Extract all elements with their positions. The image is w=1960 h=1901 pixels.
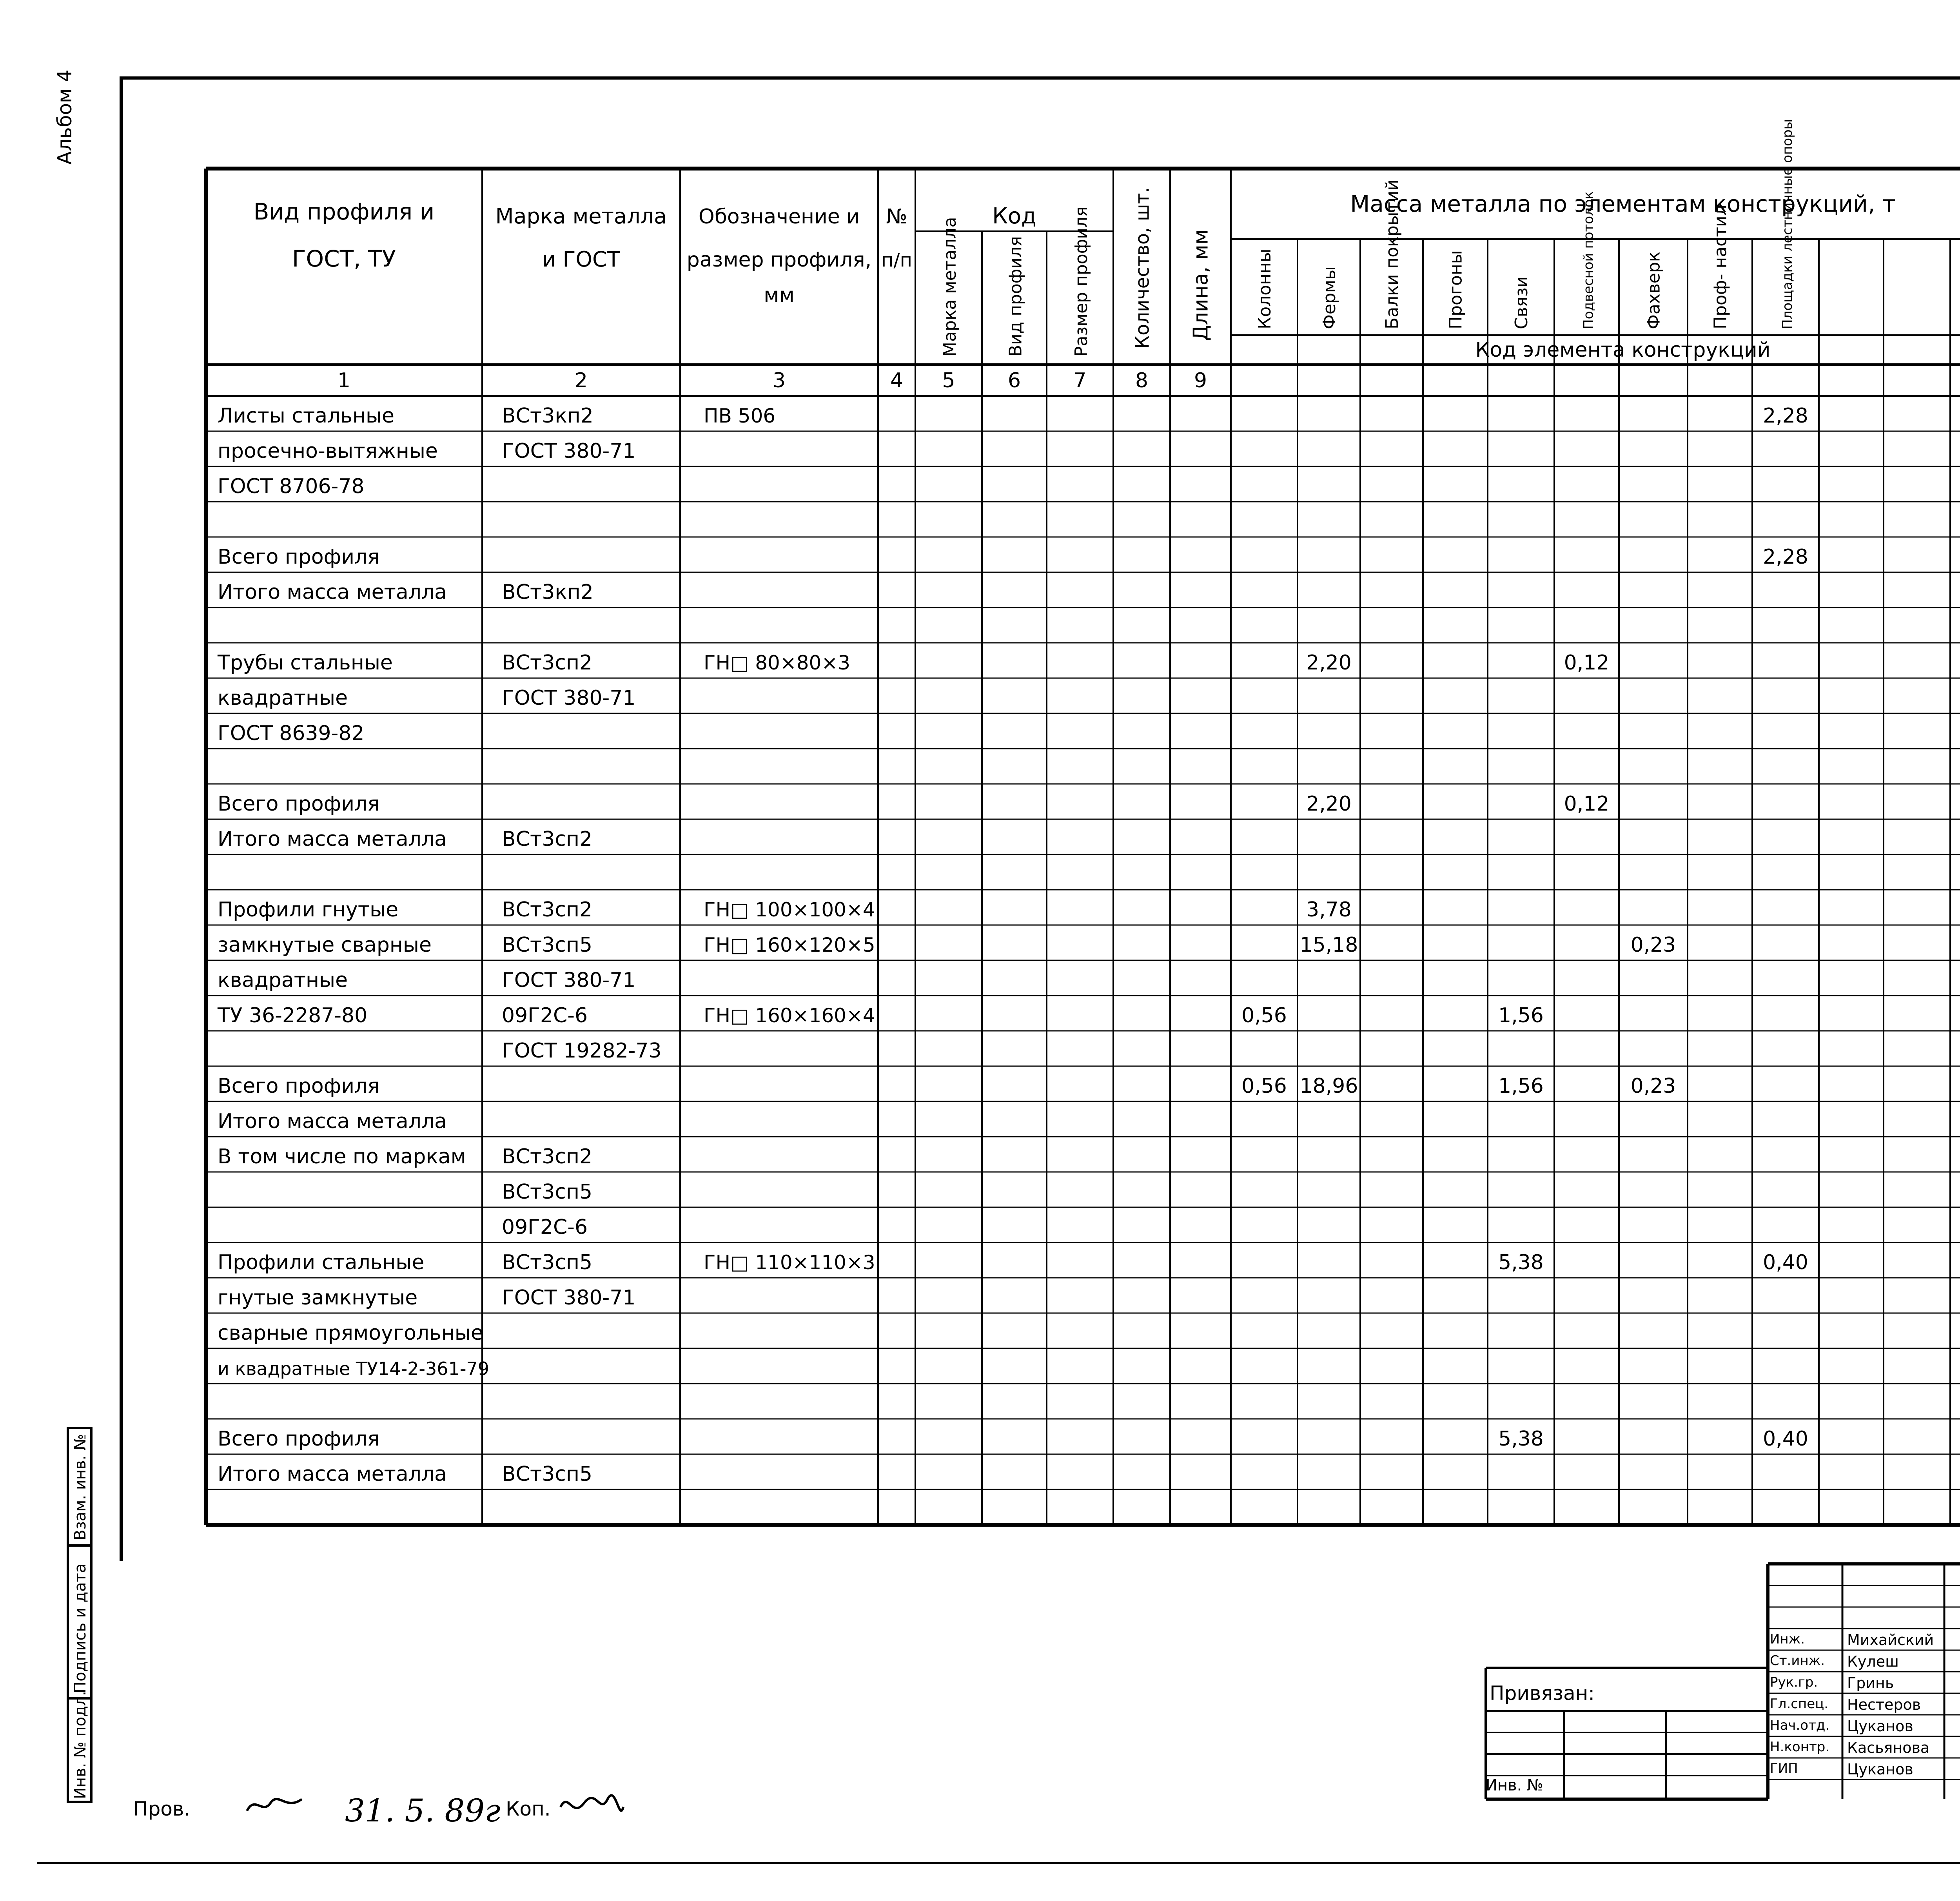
staff-role: Н.контр. xyxy=(1770,1739,1830,1755)
staff-role: Гл.спец. xyxy=(1770,1696,1829,1712)
row-label: и квадратные ТУ14-2-361-79 xyxy=(218,1358,489,1379)
header-element: Проф- настил xyxy=(1710,205,1731,329)
row-value: 5,38 xyxy=(1498,1427,1544,1451)
row-value: 2,20 xyxy=(1306,651,1352,675)
header-number: 5 xyxy=(942,369,955,392)
row-label: Всего профиля xyxy=(218,545,380,569)
row-label: Профили стальные xyxy=(218,1251,425,1274)
header-number: 9 xyxy=(1194,369,1207,392)
header-code: Код xyxy=(992,203,1036,229)
header-col2: и ГОСТ xyxy=(542,247,620,272)
row-grade: 09Г2С-6 xyxy=(502,1004,588,1027)
staff-role: Инж. xyxy=(1770,1631,1805,1647)
row-label: замкнутые сварные xyxy=(218,933,432,957)
header-number: 1 xyxy=(337,369,351,392)
row-grade: ВСт3сп2 xyxy=(502,1145,593,1168)
row-profile: ГН□ 100×100×4 xyxy=(704,898,875,921)
row-label: Трубы стальные xyxy=(218,651,393,675)
row-grade: ГОСТ 19282-73 xyxy=(502,1039,662,1063)
row-label: Итого масса металла xyxy=(218,1462,447,1486)
row-grade: ВСт3сп2 xyxy=(502,898,593,921)
row-profile: ГН□ 80×80×3 xyxy=(704,651,851,674)
header-element: Прогоны xyxy=(1446,250,1466,329)
header-col3: размер профиля, xyxy=(686,248,872,272)
row-grade: ВСт3кп2 xyxy=(502,404,593,428)
row-value: 1,56 xyxy=(1498,1004,1544,1027)
row-label: Итого масса металла xyxy=(218,1110,447,1133)
row-label: Всего профиля xyxy=(218,1074,380,1098)
staff-role: Рук.гр. xyxy=(1770,1674,1818,1690)
row-profile: ГН□ 160×120×5 xyxy=(704,934,875,956)
stamp-signature-date: Подпись и дата xyxy=(71,1563,89,1693)
staff-name: Касьянова xyxy=(1847,1739,1930,1756)
header-code-sub: Размер профиля xyxy=(1071,206,1091,357)
row-label: квадратные xyxy=(218,686,348,710)
row-label: гнутые замкнутые xyxy=(218,1286,418,1310)
header-element: Фермы xyxy=(1319,266,1339,329)
row-grade: 09Г2С-6 xyxy=(502,1215,588,1239)
row-value: 0,56 xyxy=(1241,1004,1287,1027)
row-grade: ГОСТ 380-71 xyxy=(502,1286,636,1310)
staff-name: Гринь xyxy=(1847,1674,1894,1692)
row-value: 5,38 xyxy=(1498,1251,1544,1274)
header-col3: мм xyxy=(764,283,795,307)
header-col4: п/п xyxy=(881,249,912,271)
header-number: 8 xyxy=(1135,369,1149,392)
header-element: Связи xyxy=(1512,276,1532,329)
privyazan-label: Привязан: xyxy=(1490,1682,1595,1705)
header-number: 3 xyxy=(772,369,786,392)
staff-name: Цуканов xyxy=(1847,1761,1913,1778)
row-label: Всего профиля xyxy=(218,792,380,816)
row-grade: ГОСТ 380-71 xyxy=(502,969,636,992)
row-label: ГОСТ 8639-82 xyxy=(218,722,365,745)
header-mass-group: Масса металла по элементам конструкций, т xyxy=(1350,190,1896,217)
staff-name: Михайский xyxy=(1847,1631,1934,1649)
header-qty: Количество, шт. xyxy=(1131,187,1154,349)
row-value: 0,40 xyxy=(1763,1251,1808,1274)
header-number: 2 xyxy=(574,369,588,392)
row-value: 0,40 xyxy=(1763,1427,1808,1451)
header-col2: Марка металла xyxy=(495,204,667,229)
header-col1: ГОСТ, ТУ xyxy=(292,245,396,272)
row-value: 18,96 xyxy=(1299,1074,1358,1098)
row-label: В том числе по маркам xyxy=(218,1145,466,1168)
header-col3: Обозначение и xyxy=(698,205,860,229)
row-label: квадратные xyxy=(218,969,348,992)
row-value: 0,12 xyxy=(1564,651,1610,675)
header-number: 7 xyxy=(1073,369,1087,392)
header-col1: Вид профиля и xyxy=(253,198,435,225)
row-value: 0,23 xyxy=(1630,1074,1676,1098)
header-length: Длина, мм xyxy=(1189,229,1213,341)
header-element: Площадки лестничные опоры xyxy=(1780,119,1795,329)
row-value: 15,18 xyxy=(1299,933,1358,957)
row-profile: ГН□ 160×160×4 xyxy=(704,1004,875,1027)
staff-role: ГИП xyxy=(1770,1761,1798,1776)
header-code-sub: Вид профиля xyxy=(1005,236,1026,357)
staff-role: Ст.инж. xyxy=(1770,1653,1825,1669)
album-label: Альбом 4 xyxy=(53,69,76,165)
header-element: Фахверк xyxy=(1644,251,1664,329)
row-profile: ГН□ 110×110×3 xyxy=(704,1251,875,1274)
header-col4: № xyxy=(886,205,907,229)
header-code-sub: Марка металла xyxy=(940,217,960,357)
staff-name: Цуканов xyxy=(1847,1718,1913,1735)
row-grade: ВСт3сп5 xyxy=(502,933,593,957)
header-element: Колонны xyxy=(1255,249,1275,329)
row-grade: ГОСТ 380-71 xyxy=(502,686,636,710)
row-grade: ВСт3сп5 xyxy=(502,1251,593,1274)
row-value: 0,56 xyxy=(1241,1074,1287,1098)
row-label: ГОСТ 8706-78 xyxy=(218,475,365,498)
row-grade: ВСт3сп2 xyxy=(502,827,593,851)
staff-name: Кулеш xyxy=(1847,1653,1899,1670)
row-value: 0,12 xyxy=(1564,792,1610,816)
row-value: 0,23 xyxy=(1630,933,1676,957)
row-value: 2,28 xyxy=(1763,545,1808,569)
header-element: Балки покрытий xyxy=(1382,179,1402,329)
staff-name: Нестеров xyxy=(1847,1696,1921,1713)
staff-role: Нач.отд. xyxy=(1770,1718,1830,1733)
row-label: ТУ 36-2287-80 xyxy=(218,1004,368,1027)
copy-label: Коп. xyxy=(506,1798,551,1820)
header-number: 4 xyxy=(890,369,904,392)
row-grade: ВСт3кп2 xyxy=(502,580,593,604)
row-label: просечно-вытяжные xyxy=(218,439,438,463)
header-number: 6 xyxy=(1007,369,1021,392)
header-element: Подвесной потолок xyxy=(1581,191,1597,329)
row-label: Итого масса металла xyxy=(218,827,447,851)
header-element-code: Код элемента конструкций xyxy=(1475,338,1771,362)
row-profile: ПВ 506 xyxy=(704,405,776,427)
row-label: Листы стальные xyxy=(218,404,395,428)
row-label: Всего профиля xyxy=(218,1427,380,1451)
inv-label: Инв. № xyxy=(1486,1776,1543,1794)
stamp-vzam-inv: Взам. инв. № xyxy=(71,1434,89,1540)
row-value: 3,78 xyxy=(1306,898,1352,921)
row-label: сварные прямоугольные xyxy=(218,1321,483,1345)
row-value: 1,56 xyxy=(1498,1074,1544,1098)
row-value: 2,28 xyxy=(1763,404,1808,428)
check-date: 31. 5. 89г xyxy=(345,1792,501,1829)
row-label: Профили гнутые xyxy=(218,898,399,921)
row-label: Итого масса металла xyxy=(218,580,447,604)
row-grade: ВСт3сп5 xyxy=(502,1462,593,1486)
stamp-inv-podl: Инв. № подл. xyxy=(71,1691,89,1799)
row-grade: ВСт3сп5 xyxy=(502,1180,593,1204)
row-grade: ГОСТ 380-71 xyxy=(502,439,636,463)
check-label: Пров. xyxy=(133,1798,191,1820)
row-grade: ВСт3сп2 xyxy=(502,651,593,675)
row-value: 2,20 xyxy=(1306,792,1352,816)
